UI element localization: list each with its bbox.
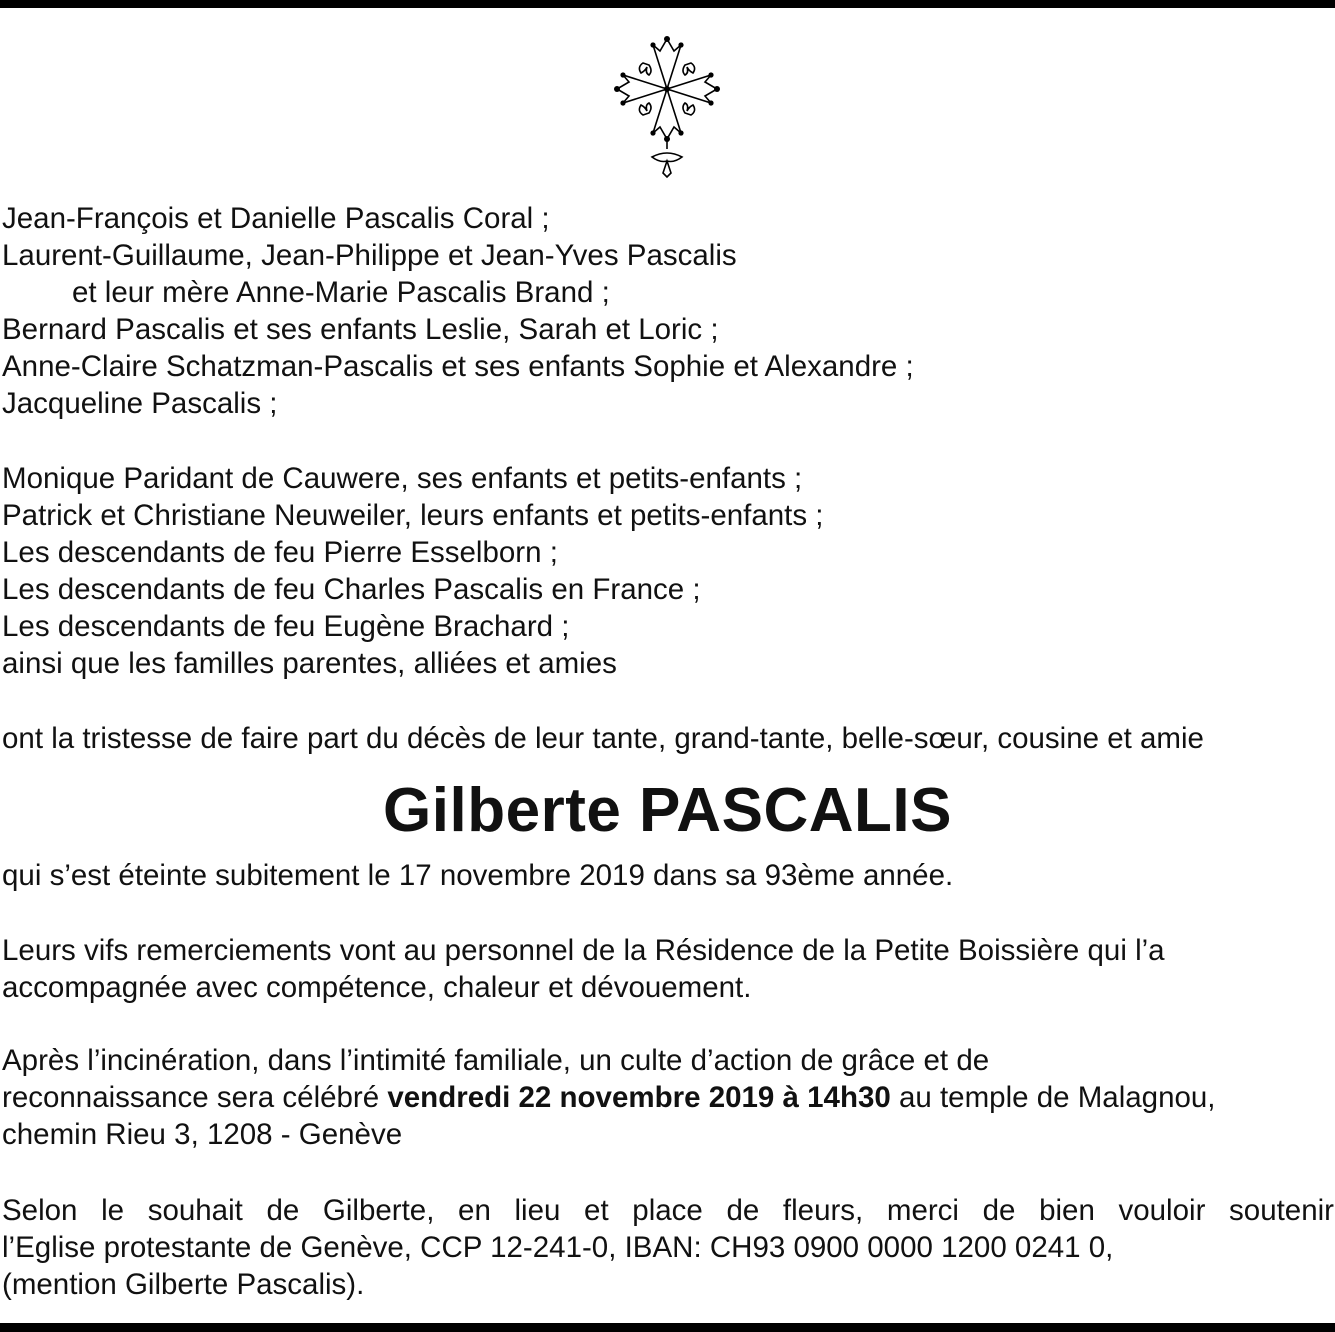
family-line: Les descendants de feu Pierre Esselborn ; xyxy=(2,536,558,569)
thanks-text: Leurs vifs remerciements vont au personnel de la Résidence de la Petite Boissière qui l’a xyxy=(2,934,1165,967)
ceremony-date: vendredi 22 novembre 2019 à 14h30 xyxy=(387,1081,891,1114)
ceremony-text-part: reconnaissance sera célébré xyxy=(2,1081,388,1114)
family-line: Les descendants de feu Eugène Brachard ; xyxy=(2,610,570,643)
huguenot-cross-icon xyxy=(608,33,726,179)
family-line: Patrick et Christiane Neuweiler, leurs enfants et petits-enfants ; xyxy=(2,499,824,532)
family-line: Jacqueline Pascalis ; xyxy=(2,387,278,420)
family-line: Laurent-Guillaume, Jean-Philippe et Jean-Yves Pascalis xyxy=(2,239,737,272)
ceremony-text: Après l’incinération, dans l’intimité familiale, un culte d’action de grâce et de xyxy=(2,1044,990,1077)
donation-text: Selon le souhait de Gilberte, en lieu et place de fleurs, merci de bien vouloir soutenir xyxy=(2,1194,1334,1227)
family-line: et leur mère Anne-Marie Pascalis Brand ; xyxy=(72,276,610,309)
family-line: Monique Paridant de Cauwere, ses enfants et petits-enfants ; xyxy=(2,462,803,495)
top-rule xyxy=(0,0,1335,8)
family-line: Anne-Claire Schatzman-Pascalis et ses enfants Sophie et Alexandre ; xyxy=(2,350,914,383)
death-notice-text: qui s’est éteinte subitement le 17 novembre 2019 dans sa 93ème année. xyxy=(2,859,954,892)
donation-text: l’Eglise protestante de Genève, CCP 12-241-0, IBAN: CH93 0900 0000 1200 0241 0, xyxy=(2,1231,1114,1264)
family-line: Bernard Pascalis et ses enfants Leslie, Sarah et Loric ; xyxy=(2,313,719,346)
announcement-text: ont la tristesse de faire part du décès de leur tante, grand-tante, belle-sœur, cousine et amie xyxy=(2,722,1204,755)
family-line: Jean-François et Danielle Pascalis Coral ; xyxy=(2,202,550,235)
bottom-rule xyxy=(0,1323,1335,1332)
thanks-text: accompagnée avec compétence, chaleur et dévouement. xyxy=(2,971,752,1004)
family-line: ainsi que les familles parentes, alliées et amies xyxy=(2,647,617,680)
donation-text: (mention Gilberte Pascalis). xyxy=(2,1268,365,1301)
ceremony-text xyxy=(2,1079,1216,1116)
family-line: Les descendants de feu Charles Pascalis en France ; xyxy=(2,573,701,606)
deceased-name: Gilberte PASCALIS xyxy=(383,776,952,845)
ceremony-address: chemin Rieu 3, 1208 - Genève xyxy=(2,1118,403,1151)
ceremony-text-part: au temple de Malagnou, xyxy=(890,1081,1216,1114)
